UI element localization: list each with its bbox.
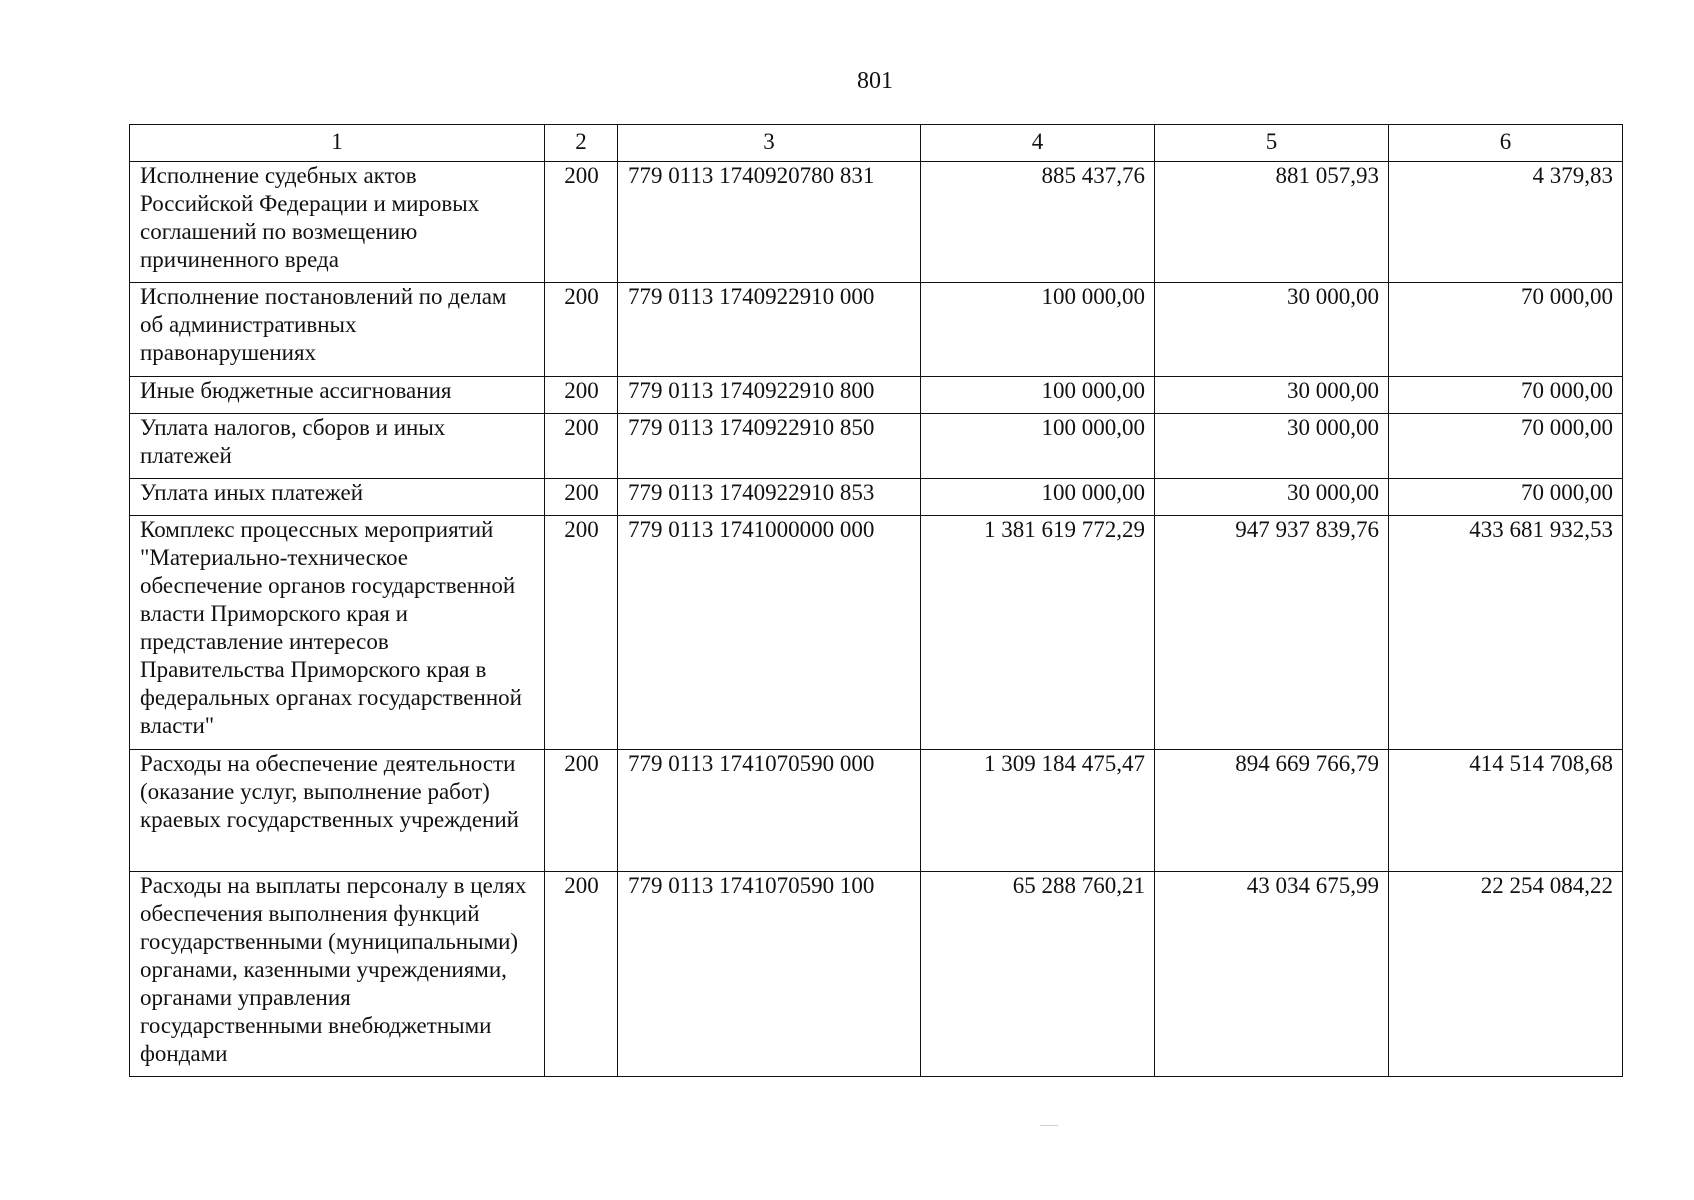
column-header-2: 2: [545, 125, 618, 162]
column-header-3: 3: [618, 125, 921, 162]
row-col6: 70 000,00: [1389, 283, 1623, 377]
row-col4: 100 000,00: [921, 479, 1155, 516]
row-col6: 70 000,00: [1389, 479, 1623, 516]
row-col4: 100 000,00: [921, 377, 1155, 414]
row-col2: 200: [545, 377, 618, 414]
row-col2: 200: [545, 162, 618, 283]
row-col5: 43 034 675,99: [1155, 872, 1389, 1077]
row-name: Исполнение постановлений по делам об административных правонарушениях: [130, 283, 545, 377]
row-code: 779 0113 1740922910 853: [618, 479, 921, 516]
column-header-4: 4: [921, 125, 1155, 162]
row-col4: 100 000,00: [921, 414, 1155, 479]
row-col4: 100 000,00: [921, 283, 1155, 377]
row-name: Уплата налогов, сборов и иных платежей: [130, 414, 545, 479]
row-col2: 200: [545, 750, 618, 872]
row-col5: 30 000,00: [1155, 414, 1389, 479]
row-col5: 947 937 839,76: [1155, 516, 1389, 750]
row-col2: 200: [545, 414, 618, 479]
table-header: [130, 125, 1623, 162]
table-row: [130, 516, 1623, 750]
table-row: [130, 750, 1623, 872]
row-col5: 30 000,00: [1155, 283, 1389, 377]
row-col6: 70 000,00: [1389, 377, 1623, 414]
row-name: Иные бюджетные ассигнования: [130, 377, 545, 414]
table-row: [130, 162, 1623, 283]
row-code: 779 0113 1741000000 000: [618, 516, 921, 750]
row-code: 779 0113 1741070590 000: [618, 750, 921, 872]
row-col4: 885 437,76: [921, 162, 1155, 283]
row-col5: 30 000,00: [1155, 479, 1389, 516]
row-code: 779 0113 1740922910 850: [618, 414, 921, 479]
table-body: [130, 162, 1623, 1077]
row-name: Комплекс процессных мероприятий "Материально-техническое обеспечение органов государственной власти Приморского края и представление интересов Правительства Приморского края в федеральных органах государственной власти": [130, 516, 545, 750]
column-header-5: 5: [1155, 125, 1389, 162]
row-col6: 433 681 932,53: [1389, 516, 1623, 750]
row-name: Уплата иных платежей: [130, 479, 545, 516]
row-col2: 200: [545, 516, 618, 750]
row-col6: 22 254 084,22: [1389, 872, 1623, 1077]
table-row: [130, 872, 1623, 1077]
page-number: 801: [857, 68, 893, 94]
row-col4: 1 381 619 772,29: [921, 516, 1155, 750]
header-row: [130, 125, 1623, 162]
row-code: 779 0113 1740922910 000: [618, 283, 921, 377]
row-col4: 65 288 760,21: [921, 872, 1155, 1077]
row-col6: 70 000,00: [1389, 414, 1623, 479]
row-name: Расходы на выплаты персоналу в целях обеспечения выполнения функций государственными (муниципальными) органами, казенными учреждениями, органами управления государственными внебюджетными фондами: [130, 872, 545, 1077]
row-col5: 894 669 766,79: [1155, 750, 1389, 872]
row-col2: 200: [545, 479, 618, 516]
table-row: [130, 479, 1623, 516]
row-code: 779 0113 1740922910 800: [618, 377, 921, 414]
budget-table: [129, 124, 1623, 1077]
row-col6: 414 514 708,68: [1389, 750, 1623, 872]
table-row: [130, 414, 1623, 479]
table-row: [130, 377, 1623, 414]
column-header-6: 6: [1389, 125, 1623, 162]
row-col2: 200: [545, 283, 618, 377]
row-col5: 881 057,93: [1155, 162, 1389, 283]
row-code: 779 0113 1740920780 831: [618, 162, 921, 283]
row-col6: 4 379,83: [1389, 162, 1623, 283]
row-col2: 200: [545, 872, 618, 1077]
row-name: Расходы на обеспечение деятельности (оказание услуг, выполнение работ) краевых государственных учреждений: [130, 750, 545, 872]
scan-artifact: [1040, 1125, 1058, 1126]
row-col5: 30 000,00: [1155, 377, 1389, 414]
column-header-1: 1: [130, 125, 545, 162]
row-name: Исполнение судебных актов Российской Федерации и мировых соглашений по возмещению причиненного вреда: [130, 162, 545, 283]
row-code: 779 0113 1741070590 100: [618, 872, 921, 1077]
row-col4: 1 309 184 475,47: [921, 750, 1155, 872]
table-row: [130, 283, 1623, 377]
